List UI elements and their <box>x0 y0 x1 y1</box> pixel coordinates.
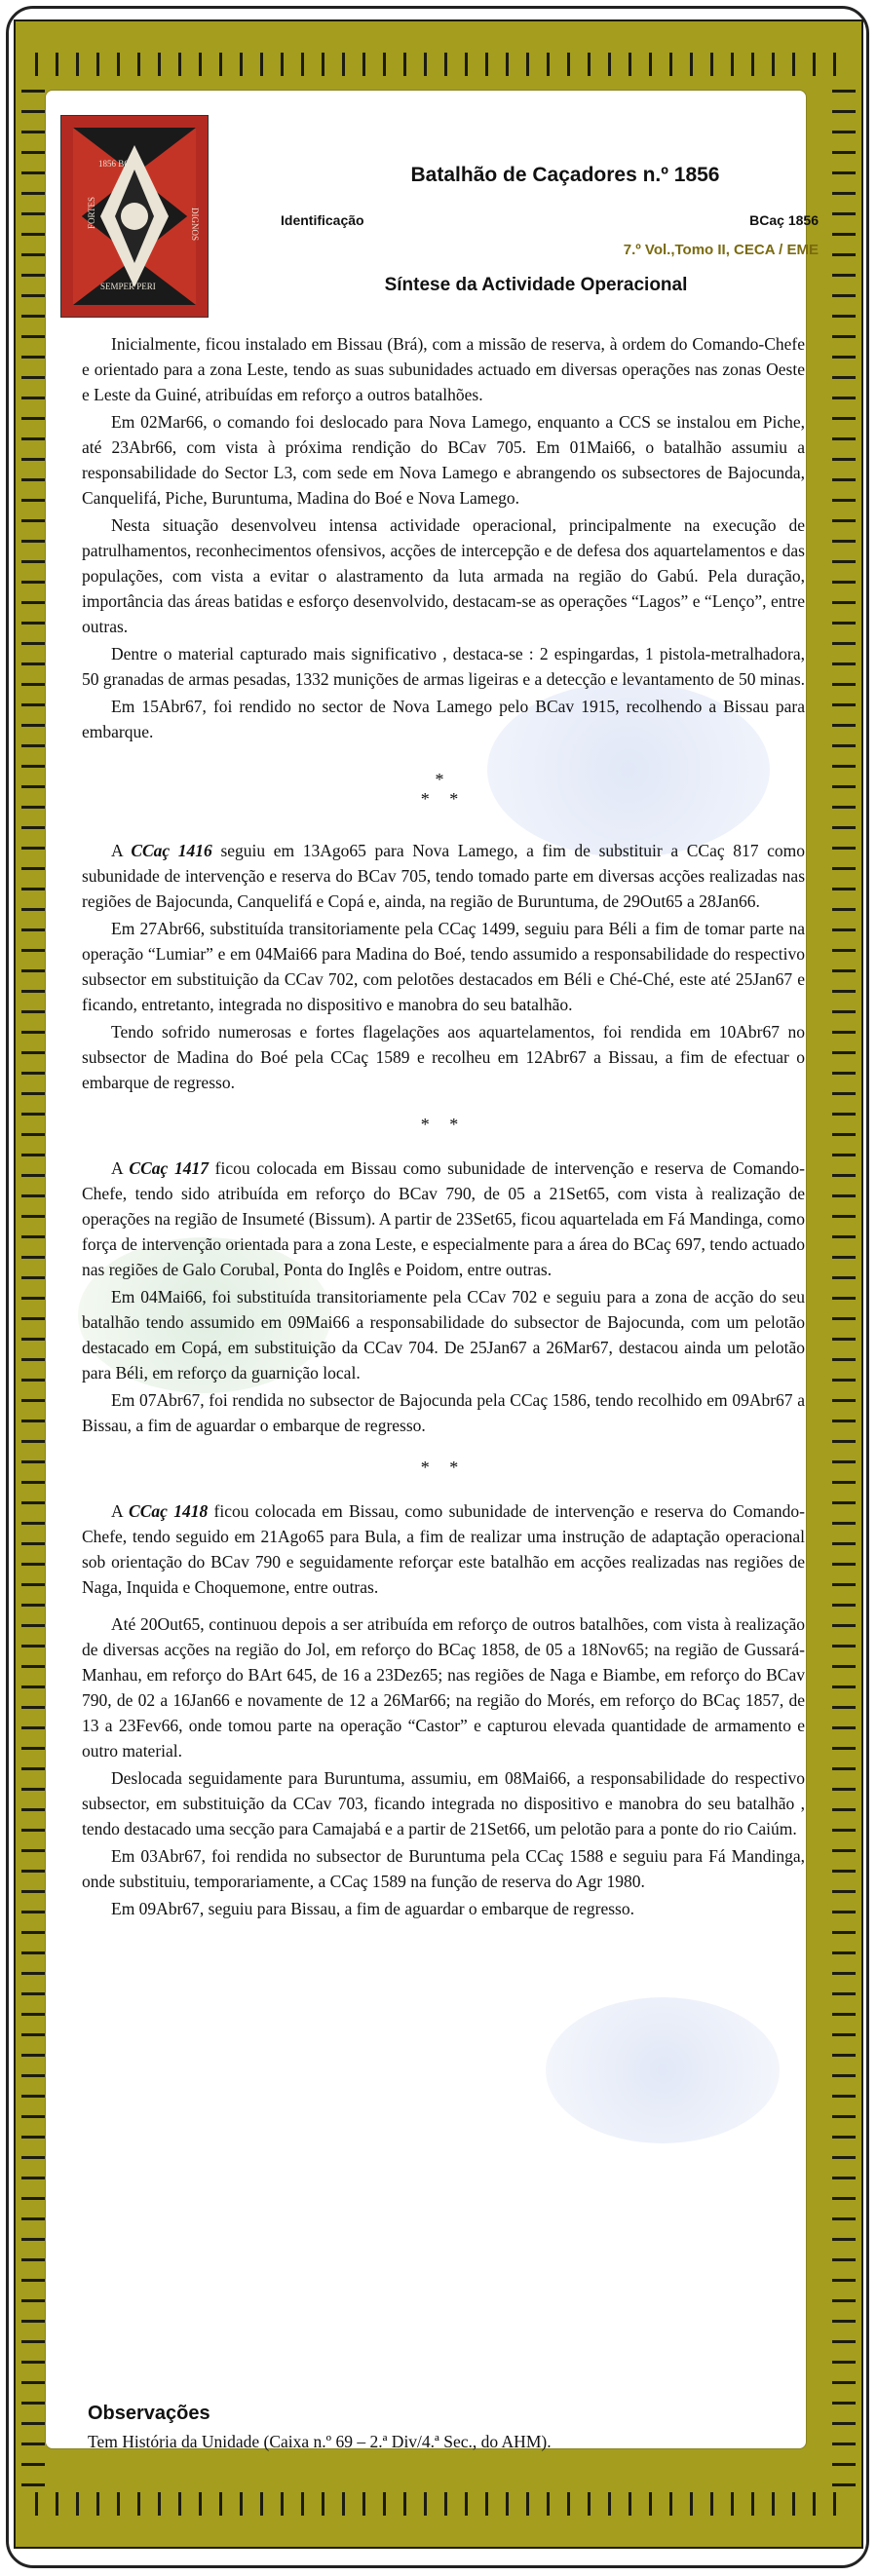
paragraph-text: ficou colocada em Bissau, como subunidade de intervenção e reserva do Comando-Chefe, tendo seguido em 21Ago65 para Bula, a fim de realizar uma instrução de adaptação operacional sob orientação do BCav 790 e seguidamente reforçar este batalhão em acções realizadas nas regiões de Naga, Inquida e Choquemone, entre outras. <box>82 1501 805 1597</box>
paragraph: Em 27Abr66, substituída transitoriamente pela CCaç 1499, seguiu para Béli a fim de tomar parte na operação “Lumiar” e em 04Mai66 para Madina do Boé, tendo assumido a responsabilidade do respectivo subsector em substituição da CCav 702, com pelotões destacados em Béli e Ché-Ché, este até 25Jan67 e ficando, entretanto, integrada no dispositivo e manobra do seu batalhão. <box>82 919 805 1014</box>
flag-motto-left: FORTES <box>87 197 96 229</box>
paragraph: Em 09Abr67, seguiu para Bissau, a fim de aguardar o embarque de regresso. <box>111 1899 634 1918</box>
unit-name: CCaç 1417 <box>129 1158 209 1178</box>
paragraph: Em 03Abr67, foi rendida no subsector de Buruntuma pela CCaç 1588 e seguiu para Fá Mandinga, onde substituiu, temporariamente, a CCaç 1589 na função de reserva do Agr 1980. <box>82 1846 805 1891</box>
paragraph-text: ficou colocada em Bissau como subunidade de intervenção e reserva de Comando-Chefe, tendo sido atribuída em reforço do BCav 790, de 05 a 21Set65, com vista à realização de operações na região de Insumeté (Bissum). A partir de 23Set65, ficou aquartelada em Fá Mandinga, como força de intervenção orientada para a zona Leste, e especialmente para a área do BCaç 697, tendo actuado nas regiões de Galo Corubal, Ponta do Inglês e Poidom, entre outras. <box>82 1158 805 1279</box>
paragraph-intro: A <box>111 1158 123 1178</box>
paragraph: Em 04Mai66, foi substituída transitoriamente pela CCav 702 e seguiu para a zona de acção do seu batalhão tendo assumido em 09Mai66 a responsabilidade do subsector de Bajocunda, com um pelotão destacado em Copá, em substituição da CCav 704. De 25Jan67 a 26Mar67, destacou ainda um pelotão para Béli, em reforço da guarnição local. <box>82 1287 805 1383</box>
observations-text: Tem História da Unidade (Caixa n.º 69 – 2.ª Div/4.ª Sec., do AHM). <box>88 2432 552 2451</box>
separator-stars: * * <box>420 1115 467 1134</box>
unit-code: BCaç 1856 <box>749 212 819 228</box>
separator-star-bottom: * * <box>420 789 467 809</box>
paragraph-text: seguiu em 13Ago65 para Nova Lamego, a fim de substituir a CCaç 817 como subunidade de intervenção e reserva do BCav 705, tendo tomado parte em diversas acções realizadas nas regiões de Bajocunda, Canquelifá e Copá e, ainda, na região de Buruntuma, de 29Out65 a 28Jan66. <box>82 841 805 911</box>
paragraph: Em 07Abr67, foi rendida no subsector de Bajocunda pela CCaç 1586, tendo recolhido em 09Abr67 a Bissau, a fim de aguardar o embarque de regresso. <box>82 1390 805 1435</box>
page-title: Batalhão de Caçadores n.º 1856 <box>410 164 720 186</box>
source-reference: 7.º Vol.,Tomo II, CECA / EME <box>623 242 819 258</box>
paragraph: Dentre o material capturado mais significativo , destaca-se : 2 espingardas, 1 pistola-metralhadora, 50 granadas de armas pesadas, 1332 munições de armas ligeiras e a detecção e levantamento de 50 minas. <box>82 644 806 689</box>
paragraph <box>82 838 805 914</box>
unit-name: CCaç 1418 <box>129 1501 209 1521</box>
observations-title: Observações <box>88 2403 210 2424</box>
separator-stars <box>82 770 805 809</box>
separator-stars: * * <box>420 1458 467 1477</box>
battalion-flag-image <box>60 115 209 318</box>
paragraph: Até 20Out65, continuou depois a ser atribuída em reforço de outros batalhões, com vista à realização de diversas acções na região do Jol, em reforço do BCaç 1858, de 05 a 18Nov65; na região de Gussará-Manhau, em reforço do BArt 645, de 16 a 23Dez65; nas regiões de Naga e Biambe, em reforço do BCav 790, de 02 a 16Jan66 e novamente de 12 a 26Mar66; na região do Morés, em reforço do BCaç 1857, de 13 a 23Fev66, onde tomou parte na operação “Castor” e capturou elevada quantidade de armamento e outro material. <box>82 1614 805 1761</box>
greek-key-border-bottom <box>29 2492 852 2516</box>
paragraph: Tendo sofrido numerosas e fortes flagelações aos aquartelamentos, foi rendida em 10Abr67 no subsector de Madina do Boé pela CCaç 1589 e recolheu em 12Abr67 a Bissau, a fim de efectuar o embarque de regresso. <box>82 1022 805 1092</box>
identification-label: Identificação <box>281 212 364 228</box>
paragraph: Nesta situação desenvolveu intensa actividade operacional, principalmente na execução de patrulhamentos, reconhecimentos ofensivos, acções de intercepção e de defesa dos aquartelamentos e das populações, com vista a evitar o alastramento da luta armada na região do Gabú. Pela duração, importância das áreas batidas e esforço desenvolvido, destacam-se as operações “Lagos” e “Lenço”, entre outras. <box>82 515 805 636</box>
section-subtitle: Síntese da Actividade Operacional <box>384 275 688 295</box>
paragraph-intro: A <box>111 841 123 860</box>
paragraph: Deslocada seguidamente para Buruntuma, assumiu, em 08Mai66, a responsabilidade do respectivo subsector, em substituição da CCav 703, ficando integrada no dispositivo e manobra do seu batalhão , tendo destacado uma secção para Camajabá e a partir de 21Set66, um pelotão para a ponte do rio Caiúm. <box>82 1768 805 1838</box>
paragraph: Em 02Mar66, o comando foi deslocado para Nova Lamego, enquanto a CCS se instalou em Piche, até 23Abr66, com vista à próxima rendição do BCav 705. Em 01Mai66, o batalhão assumiu a responsabilidade do Sector L3, com sede em Nova Lamego e abrangendo os subsectores de Bajocunda, Canquelifá, Piche, Buruntuma, Madina do Boé e Nova Lamego. <box>82 412 805 508</box>
document-body <box>82 331 805 1921</box>
paragraph <box>82 1498 805 1600</box>
separator-star-top: * <box>435 770 452 789</box>
flag-motto-bottom: SEMPER PERI <box>100 282 156 291</box>
paragraph: Em 15Abr67, foi rendido no sector de Nova Lamego pelo BCav 1915, recolhendo a Bissau para embarque. <box>82 697 805 741</box>
paragraph <box>82 1155 805 1282</box>
greek-key-border-left <box>21 76 45 2492</box>
flag-motto-right: DIGNOS <box>190 208 200 242</box>
greek-key-border-top <box>29 53 852 76</box>
flag-year-text: 1856 BCAÇ <box>98 159 142 169</box>
paragraph: Inicialmente, ficou instalado em Bissau (Brá), com a missão de reserva, à ordem do Comando-Chefe e orientado para a zona Leste, tendo as suas subunidades actuado em diversas operações nas zonas Oeste e Leste da Guiné, atribuídas em reforço a outros batalhões. <box>82 334 805 404</box>
unit-name: CCaç 1416 <box>131 841 212 860</box>
greek-key-border-right <box>832 76 856 2492</box>
watermark-globe-3 <box>546 1997 780 2143</box>
paragraph-intro: A <box>111 1501 123 1521</box>
